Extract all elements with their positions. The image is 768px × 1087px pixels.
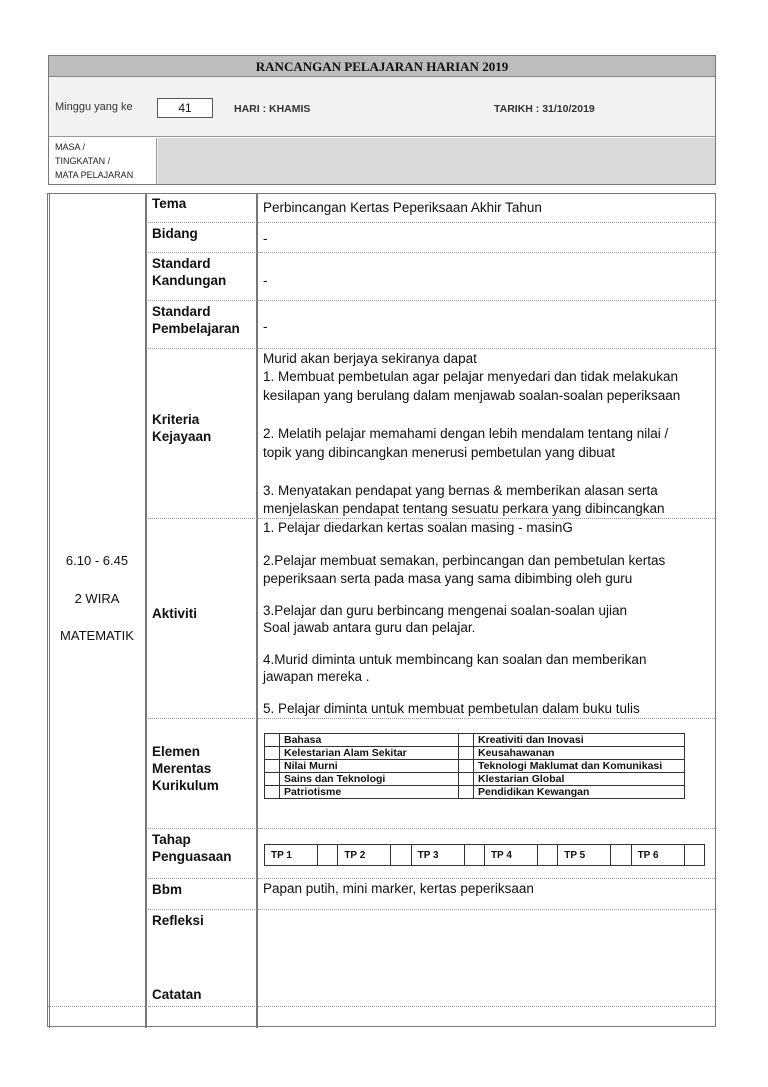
row-divider [146, 222, 715, 223]
refleksi-label: Refleksi [152, 913, 204, 928]
tema-value: Perbincangan Kertas Peperiksaan Akhir Tahun [263, 200, 542, 215]
sp-value: - [263, 319, 268, 334]
aktiviti-line: Soal jawab antara guru dan pelajar. [263, 620, 476, 635]
aktiviti-line: jawapan mereka . [263, 669, 370, 684]
elemen-row [265, 747, 685, 760]
sk-label [152, 255, 226, 289]
aktiviti-line: 5. Pelajar diminta untuk membuat pembetulan dalam buku tulis [263, 701, 640, 716]
elemen-item: Sains dan Teknologi [280, 773, 459, 786]
sp-label [152, 303, 240, 337]
elemen-label [152, 743, 219, 794]
kriteria-line: menjelaskan pendapat tentang sesuatu perkara yang dibincangkan [263, 501, 665, 516]
kriteria-line: 1. Membuat pembetulan agar pelajar menyedari dan tidak melakukan [263, 369, 678, 384]
masa-line-1: MASA / [55, 142, 86, 152]
elemen-item: Kreativiti dan Inovasi [474, 734, 685, 747]
aktiviti-line: 4.Murid diminta untuk membincang kan soalan dan memberikan [263, 652, 647, 667]
elemen-checkbox[interactable] [265, 734, 280, 747]
kriteria-label-2: Kejayaan [152, 429, 212, 444]
row-divider [146, 718, 715, 719]
kriteria-line: kesilapan yang berulang dalam menjawab soalan-soalan peperiksaan [263, 388, 681, 403]
elemen-item: Kelestarian Alam Sekitar [280, 747, 459, 760]
aktiviti-line: 3.Pelajar dan guru berbincang mengenai soalan-soalan ujian [263, 603, 628, 618]
tp-box[interactable] [684, 845, 704, 866]
elemen-item: Teknologi Maklumat dan Komunikasi [474, 760, 685, 773]
subject-text: MATEMATIK [60, 628, 134, 643]
sk-label-2: Kandungan [152, 273, 227, 288]
tp-label: TP 4 [484, 845, 537, 866]
row-divider [146, 252, 715, 253]
elemen-table [264, 733, 685, 799]
bbm-value: Papan putih, mini marker, kertas peperiksaan [263, 881, 534, 896]
tahap-label-2: Penguasaan [152, 849, 232, 864]
sk-label-1: Standard [152, 256, 211, 271]
tahap-table [264, 844, 705, 866]
elemen-label-1: Elemen [152, 744, 201, 759]
hari-text: HARI : KHAMIS [234, 103, 311, 115]
aktiviti-line: 1. Pelajar diedarkan kertas soalan masing - masinG [263, 520, 573, 535]
sp-label-1: Standard [152, 304, 211, 319]
elemen-row [265, 773, 685, 786]
elemen-checkbox[interactable] [265, 760, 280, 773]
tp-box[interactable] [464, 845, 484, 866]
kriteria-line: topik yang dibincangkan menerusi pembetulan yang dibuat [263, 445, 615, 460]
sk-value: - [263, 273, 268, 288]
inner-left-line [49, 194, 50, 1028]
masa-line-2: TINGKATAN / [55, 156, 111, 166]
row-divider [146, 348, 715, 349]
masa-value-cell [158, 138, 715, 184]
kriteria-label-1: Kriteria [152, 412, 200, 427]
elemen-checkbox[interactable] [265, 773, 280, 786]
elemen-checkbox[interactable] [265, 786, 280, 799]
bidang-label: Bidang [152, 226, 198, 241]
tp-label: TP 2 [338, 845, 391, 866]
tp-box[interactable] [318, 845, 338, 866]
row-divider [146, 300, 715, 301]
elemen-item: Klestarian Global [474, 773, 685, 786]
tahap-label [152, 831, 232, 865]
masa-line-3: MATA PELAJARAN [55, 170, 134, 180]
page-title: RANCANGAN PELAJARAN HARIAN 2019 [49, 56, 715, 77]
elemen-checkbox[interactable] [459, 773, 474, 786]
elemen-item: Bahasa [280, 734, 459, 747]
row-divider [146, 909, 715, 910]
elemen-item: Keusahawanan [474, 747, 685, 760]
aktiviti-line: 2.Pelajar membuat semakan, perbincangan dan pembetulan kertas [263, 553, 666, 568]
row-divider [48, 1006, 715, 1007]
kriteria-line: 2. Melatih pelajar memahami dengan lebih mendalam tentang nilai / [263, 426, 669, 441]
masa-label [49, 138, 157, 184]
elemen-row [265, 760, 685, 773]
elemen-checkbox[interactable] [459, 760, 474, 773]
bbm-label: Bbm [152, 882, 182, 897]
catatan-label: Catatan [152, 987, 202, 1002]
tp-box[interactable] [537, 845, 557, 866]
kriteria-line: 3. Menyatakan pendapat yang bernas & memberikan alasan serta [263, 483, 658, 498]
tahap-label-1: Tahap [152, 832, 191, 847]
col-divider-1 [145, 194, 147, 1028]
kriteria-line: Murid akan berjaya sekiranya dapat [263, 351, 477, 366]
tp-box[interactable] [611, 845, 631, 866]
elemen-checkbox[interactable] [459, 786, 474, 799]
class-text: 2 WIRA [74, 591, 120, 606]
kriteria-label [152, 411, 211, 445]
minggu-label: Minggu yang ke [55, 101, 133, 113]
bidang-value: - [263, 231, 268, 246]
elemen-row [265, 734, 685, 747]
elemen-label-2: Merentas [152, 761, 212, 776]
aktiviti-label: Aktiviti [152, 606, 198, 621]
tp-label: TP 6 [631, 845, 684, 866]
header-info-row [49, 77, 715, 137]
sp-label-2: Pembelajaran [152, 321, 240, 336]
tp-label: TP 3 [411, 845, 464, 866]
tarikh-text: TARIKH : 31/10/2019 [494, 103, 595, 115]
row-divider [146, 878, 715, 879]
tp-label: TP 1 [265, 845, 318, 866]
elemen-checkbox[interactable] [459, 747, 474, 760]
row-divider [146, 828, 715, 829]
elemen-item: Pendidikan Kewangan [474, 786, 685, 799]
elemen-checkbox[interactable] [265, 747, 280, 760]
col-divider-2 [256, 194, 258, 1028]
minggu-value: 41 [157, 98, 213, 118]
tema-label: Tema [152, 196, 187, 211]
elemen-label-3: Kurikulum [152, 778, 219, 793]
elemen-checkbox[interactable] [459, 734, 474, 747]
aktiviti-line: peperiksaan serta pada masa yang sama dibimbing oleh guru [263, 571, 633, 586]
tp-box[interactable] [391, 845, 411, 866]
time-text: 6.10 - 6.45 [65, 553, 129, 568]
elemen-row [265, 786, 685, 799]
elemen-item: Nilai Murni [280, 760, 459, 773]
elemen-item: Patriotisme [280, 786, 459, 799]
tp-label: TP 5 [558, 845, 611, 866]
